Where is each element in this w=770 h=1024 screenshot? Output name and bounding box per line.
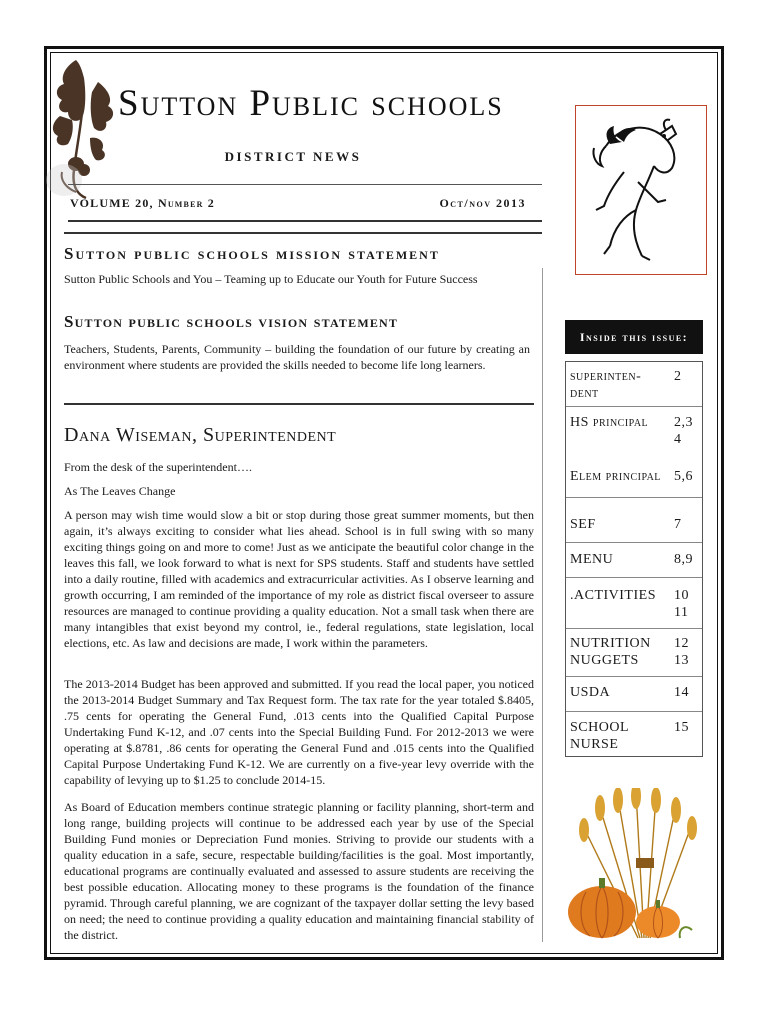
toc-page: 8,9 — [674, 552, 693, 567]
toc-page: 2 — [674, 369, 682, 384]
masthead-rule — [68, 184, 542, 185]
toc-divider — [566, 676, 702, 677]
superintendent-paragraph-2: The 2013-2014 Budget has been approved and submitted. If you read the local paper, you noticed the 2013-2014 Budget Summary and Tax Request form. The tax rate for the year totaled $.8405, .75 cents for operating the General Fund, .013 cents into the Qualified Capital Purpose Undertaking Fund K-12, and .07 cents into the Special Building Fund. For 2012-2013 we were operating at $.8781, .86 cents for operating the General Fund and .015 cents into the Qualified Capital Purpose Undertaking Fund K-12. We are currently on a five-year levy override with the capability of levying up to $1.25 to conclude 2014-15. — [64, 677, 534, 787]
masthead-title: Sutton Public schools — [118, 83, 504, 124]
toc-divider — [566, 497, 702, 498]
toc-item-school-nurse[interactable] — [566, 719, 702, 753]
toc-label: HS principal — [570, 415, 649, 430]
toc-item-nutrition-nuggets[interactable] — [566, 635, 702, 669]
superintendent-paragraph-1: A person may wish time would slow a bit or stop during those great summer moments, but then again, it’s always exciting to consider what lies ahead. School is in full swing with so many exciting things going on and more to come! Just as we anticipate the beautiful color change in the leaves this fall, we look forward to what is next for SPS students. Staff and students have settled into a daily routine, filled with academics and extracurricular activities. As I observe learning and growth occurring, I am reminded of the importance of my role as district fiscal overseer to assure resources are managed to continue providing a quality education. Not a small task when there are many intangibles that exist beyond my control, ie., federal regulations, state legislation, local elections, etc. As law and decisions are made, I work within the parameters. — [64, 508, 534, 650]
harvest-pumpkins-wheat-icon — [560, 788, 710, 944]
toc-divider — [566, 542, 702, 543]
toc-page: 7 — [674, 517, 682, 532]
mission-heading: Sutton public schools mission statement — [64, 244, 440, 263]
mascot-frame — [575, 105, 707, 275]
column-divider — [542, 268, 543, 942]
superintendent-intro: From the desk of the superintendent…. — [64, 460, 252, 474]
vision-text: Teachers, Students, Parents, Community – building the foundation of our future by creating an environment where students are provided the skills needed to become life long learners. — [64, 342, 530, 372]
toc-item-usda[interactable] — [566, 684, 702, 701]
toc-label: USDA — [570, 685, 611, 700]
toc-item-menu[interactable] — [566, 551, 702, 568]
mission-text: Sutton Public Schools and You – Teaming up to Educate our Youth for Future Success — [64, 272, 478, 286]
toc-label: Elem principal — [570, 469, 661, 484]
toc-item-activities[interactable] — [566, 587, 702, 621]
toc-divider — [566, 577, 702, 578]
toc-page: 15 — [674, 720, 689, 735]
toc-divider — [566, 406, 702, 407]
mission-rule — [64, 232, 542, 234]
superintendent-paragraph-3: As Board of Education members continue strategic planning or facility planning, short-term and long range, building projects will continue to be addressed each year by use of the Special Building Fund monies or Depreciation Fund monies. Striving to provide our students with a quality education in a safe, secure, respectable building/facilities is the goal. Most importantly, educational programs are continually evaluated and assessed to assure students are receiving the best possible education. Allocating money to these programs is the foundation of the finance pyramid. Through careful planning, we are cognizant of the taxpayer dollar setting the levy based on need; the need to continue providing a quality education and maintaining financial stability of the district. — [64, 800, 534, 942]
toc-label: NUTRITION NUGGETS — [570, 636, 651, 668]
oak-leaf-ornament-icon — [46, 52, 124, 202]
toc-item-sef[interactable] — [566, 516, 702, 533]
district-news-label: DISTRICT NEWS — [224, 149, 362, 164]
toc-page: 5,6 — [674, 469, 693, 484]
toc-page: 2,3 4 — [674, 415, 693, 447]
mustang-mascot-icon — [576, 106, 704, 272]
masthead-bottom-rule — [68, 220, 542, 222]
toc-divider — [566, 628, 702, 629]
toc-item-elem-principal[interactable] — [566, 468, 702, 485]
toc-page: 14 — [674, 685, 689, 700]
toc-page: 12 13 — [674, 636, 689, 668]
toc-table — [565, 361, 703, 757]
superintendent-subhead: As The Leaves Change — [64, 484, 176, 498]
vision-rule — [64, 403, 534, 405]
superintendent-heading: Dana Wiseman, Superintendent — [64, 424, 337, 446]
issue-date: Oct/nov 2013 — [439, 196, 526, 210]
toc-label: MENU — [570, 552, 614, 567]
toc-label: superinten- dent — [570, 369, 642, 401]
toc-item-hs-principal[interactable] — [566, 414, 702, 448]
vision-heading: Sutton public schools vision statement — [64, 312, 399, 331]
toc-item-superintendent[interactable] — [566, 368, 702, 402]
toc-divider — [566, 711, 702, 712]
volume-number: VOLUME 20, Number 2 — [70, 196, 216, 210]
sidebar-title: Inside this issue: — [565, 320, 703, 354]
toc-page: 10 11 — [674, 588, 689, 620]
toc-label: .ACTIVITIES — [570, 588, 656, 603]
toc-label: SEF — [570, 517, 596, 532]
toc-label: SCHOOL NURSE — [570, 720, 630, 752]
